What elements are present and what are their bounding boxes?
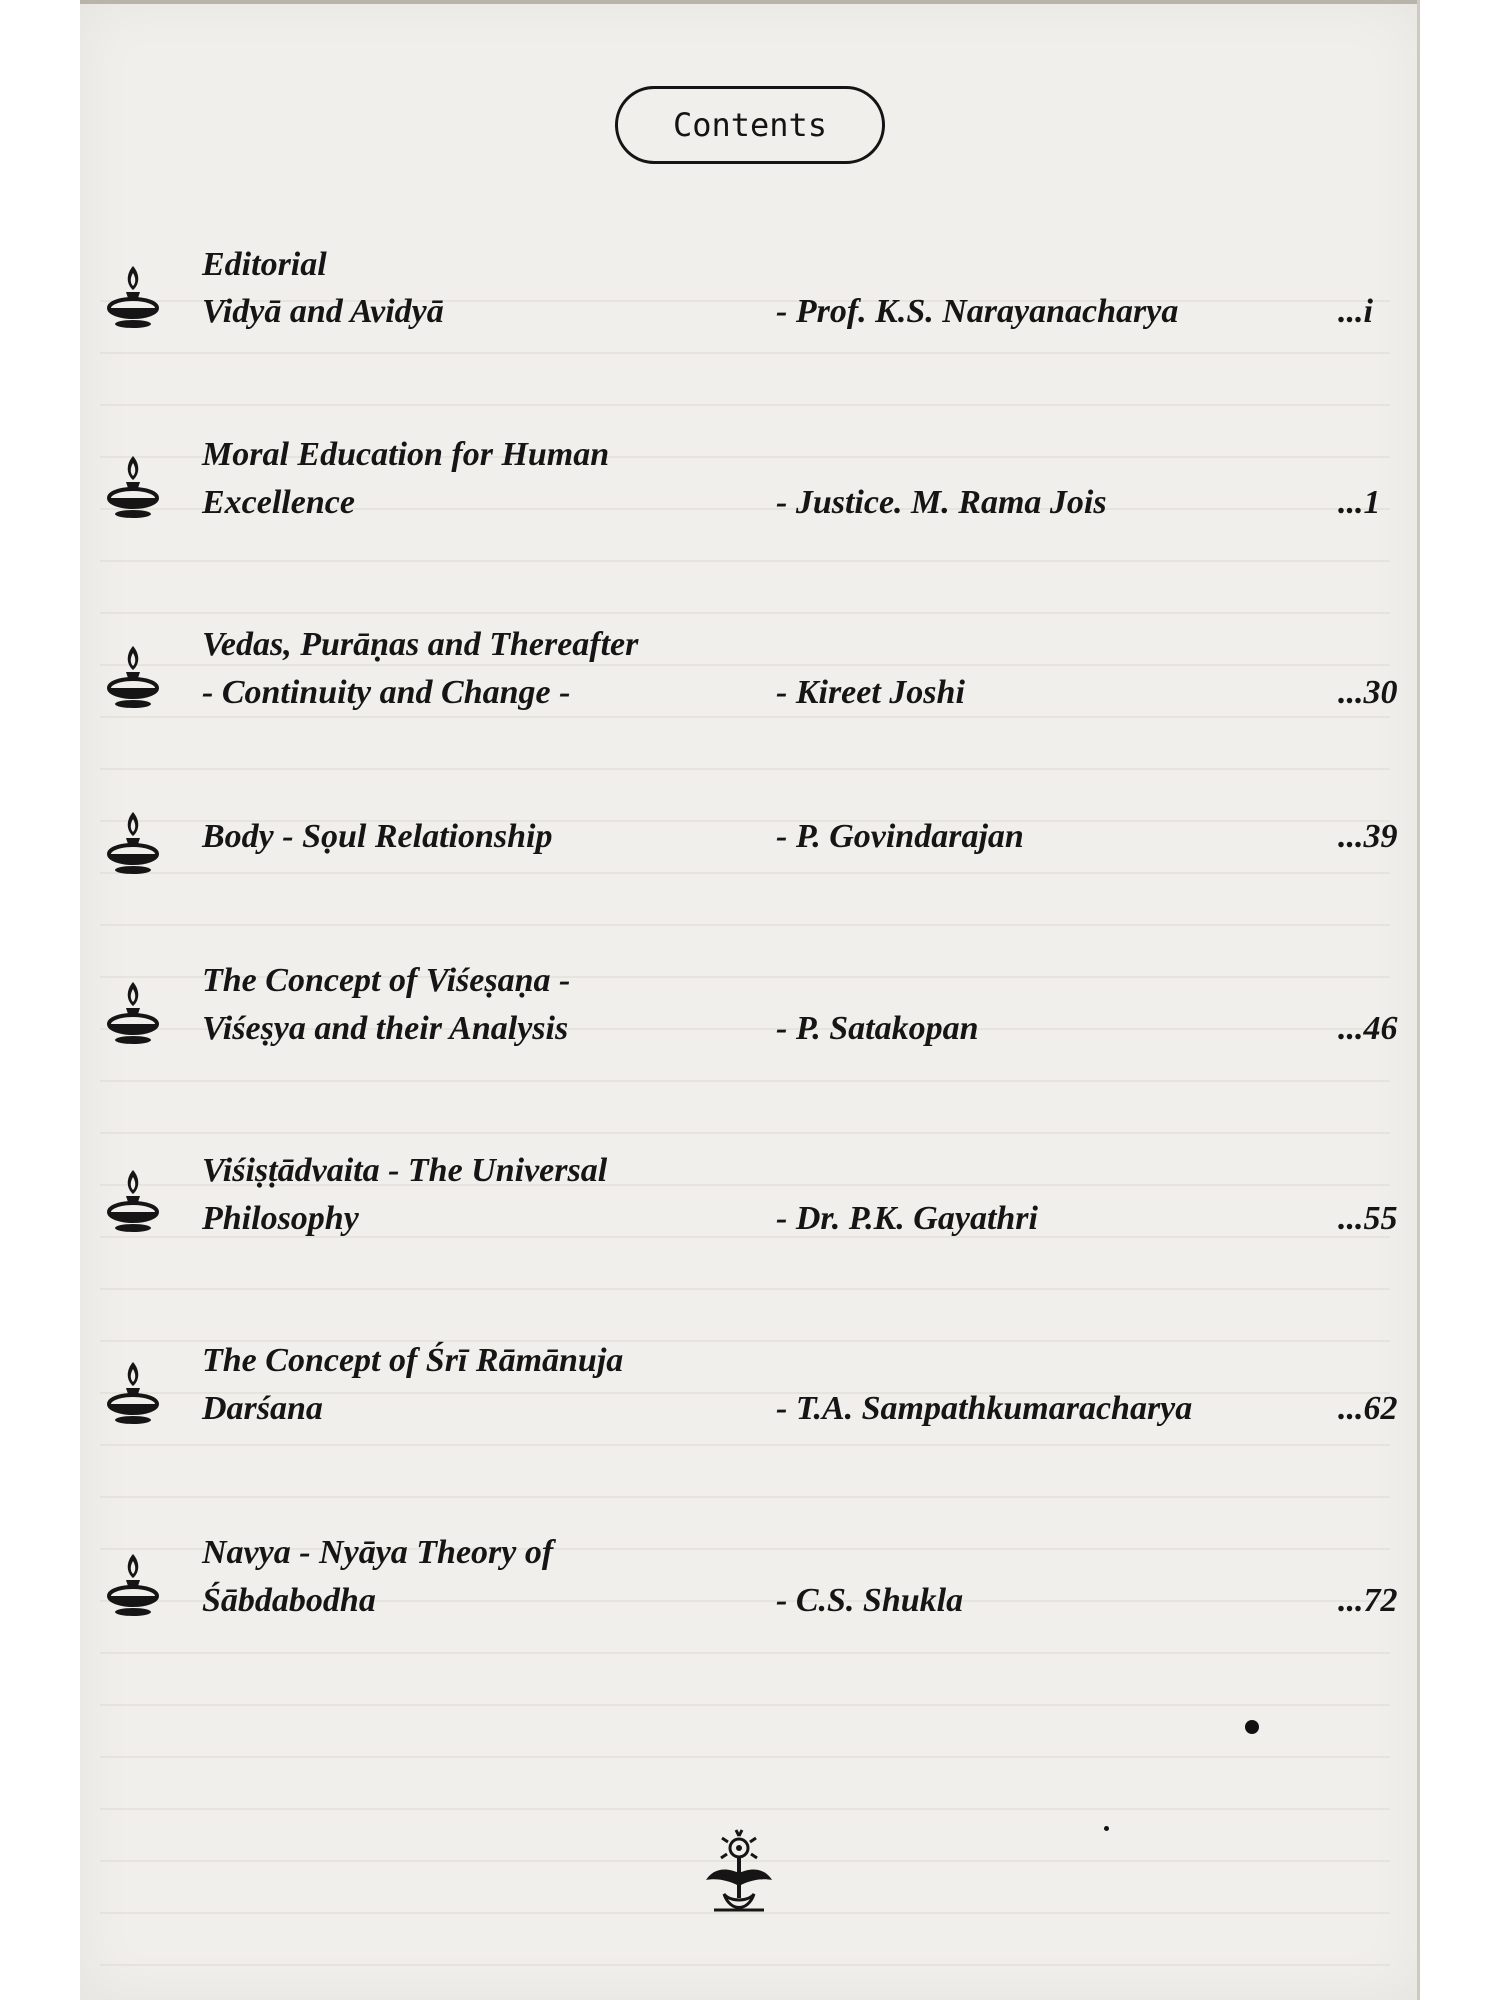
- entry-page-number: ...46: [1338, 1010, 1398, 1047]
- entry-title-line: Śābdabodha: [202, 1582, 376, 1619]
- oil-lamp-icon: [102, 452, 164, 522]
- floral-ornament-icon: [694, 1828, 784, 1918]
- entry-title-line: Editorial: [202, 246, 327, 283]
- entry-title-line: - Continuity and Change -: [202, 674, 571, 711]
- oil-lamp-icon: [102, 1166, 164, 1236]
- entry-title-line: Vidyā and Avidyā: [202, 293, 444, 330]
- entry-title-line: Darśana: [202, 1390, 323, 1427]
- entry-author: - P. Govindarajan: [776, 818, 1024, 855]
- oil-lamp-icon: [102, 808, 164, 878]
- oil-lamp-icon: [102, 1358, 164, 1428]
- entry-author: - Dr. P.K. Gayathri: [776, 1200, 1038, 1237]
- entry-title-line: Viśeṣya and their Analysis: [202, 1010, 569, 1047]
- oil-lamp-icon: [102, 978, 164, 1048]
- oil-lamp-icon: [102, 642, 164, 712]
- entry-page-number: ...55: [1338, 1200, 1398, 1237]
- entry-title-line: Philosophy: [202, 1200, 359, 1237]
- entry-title-line: The Concept of Śrī Rāmānuja: [202, 1342, 624, 1379]
- entry-title-line: Moral Education for Human: [202, 436, 610, 473]
- ink-speck: [1104, 1826, 1109, 1831]
- entry-title-line: The Concept of Viśeṣaṇa -: [202, 962, 571, 999]
- entry-title-line: Vedas, Purāṇas and Thereafter: [202, 626, 639, 663]
- entry-author: - Kireet Joshi: [776, 674, 965, 711]
- entry-page-number: ...1: [1338, 484, 1381, 521]
- entry-title-line: Navya - Nyāya Theory of: [202, 1534, 554, 1571]
- oil-lamp-icon: [102, 1550, 164, 1620]
- entry-page-number: ...39: [1338, 818, 1398, 855]
- entry-page-number: ...30: [1338, 674, 1398, 711]
- entry-title-line: Excellence: [202, 484, 355, 521]
- entry-page-number: ...72: [1338, 1582, 1398, 1619]
- contents-heading: Contents: [672, 106, 828, 144]
- contents-heading-frame: [615, 86, 885, 164]
- entry-author: - C.S. Shukla: [776, 1582, 964, 1619]
- document-page: [80, 0, 1420, 2000]
- entry-page-number: ...62: [1338, 1390, 1398, 1427]
- oil-lamp-icon: [102, 262, 164, 332]
- entry-page-number: ...i: [1338, 293, 1373, 330]
- entry-title-line: Body - Sọul Relationship: [202, 818, 553, 855]
- ink-speck: [1245, 1720, 1259, 1734]
- entry-author: - Prof. K.S. Narayanacharya: [776, 293, 1179, 330]
- entry-author: - T.A. Sampathkumaracharya: [776, 1390, 1193, 1427]
- entry-author: - Justice. M. Rama Jois: [776, 484, 1107, 521]
- entry-author: - P. Satakopan: [776, 1010, 979, 1047]
- entry-title-line: Viśiṣṭādvaita - The Universal: [202, 1152, 608, 1189]
